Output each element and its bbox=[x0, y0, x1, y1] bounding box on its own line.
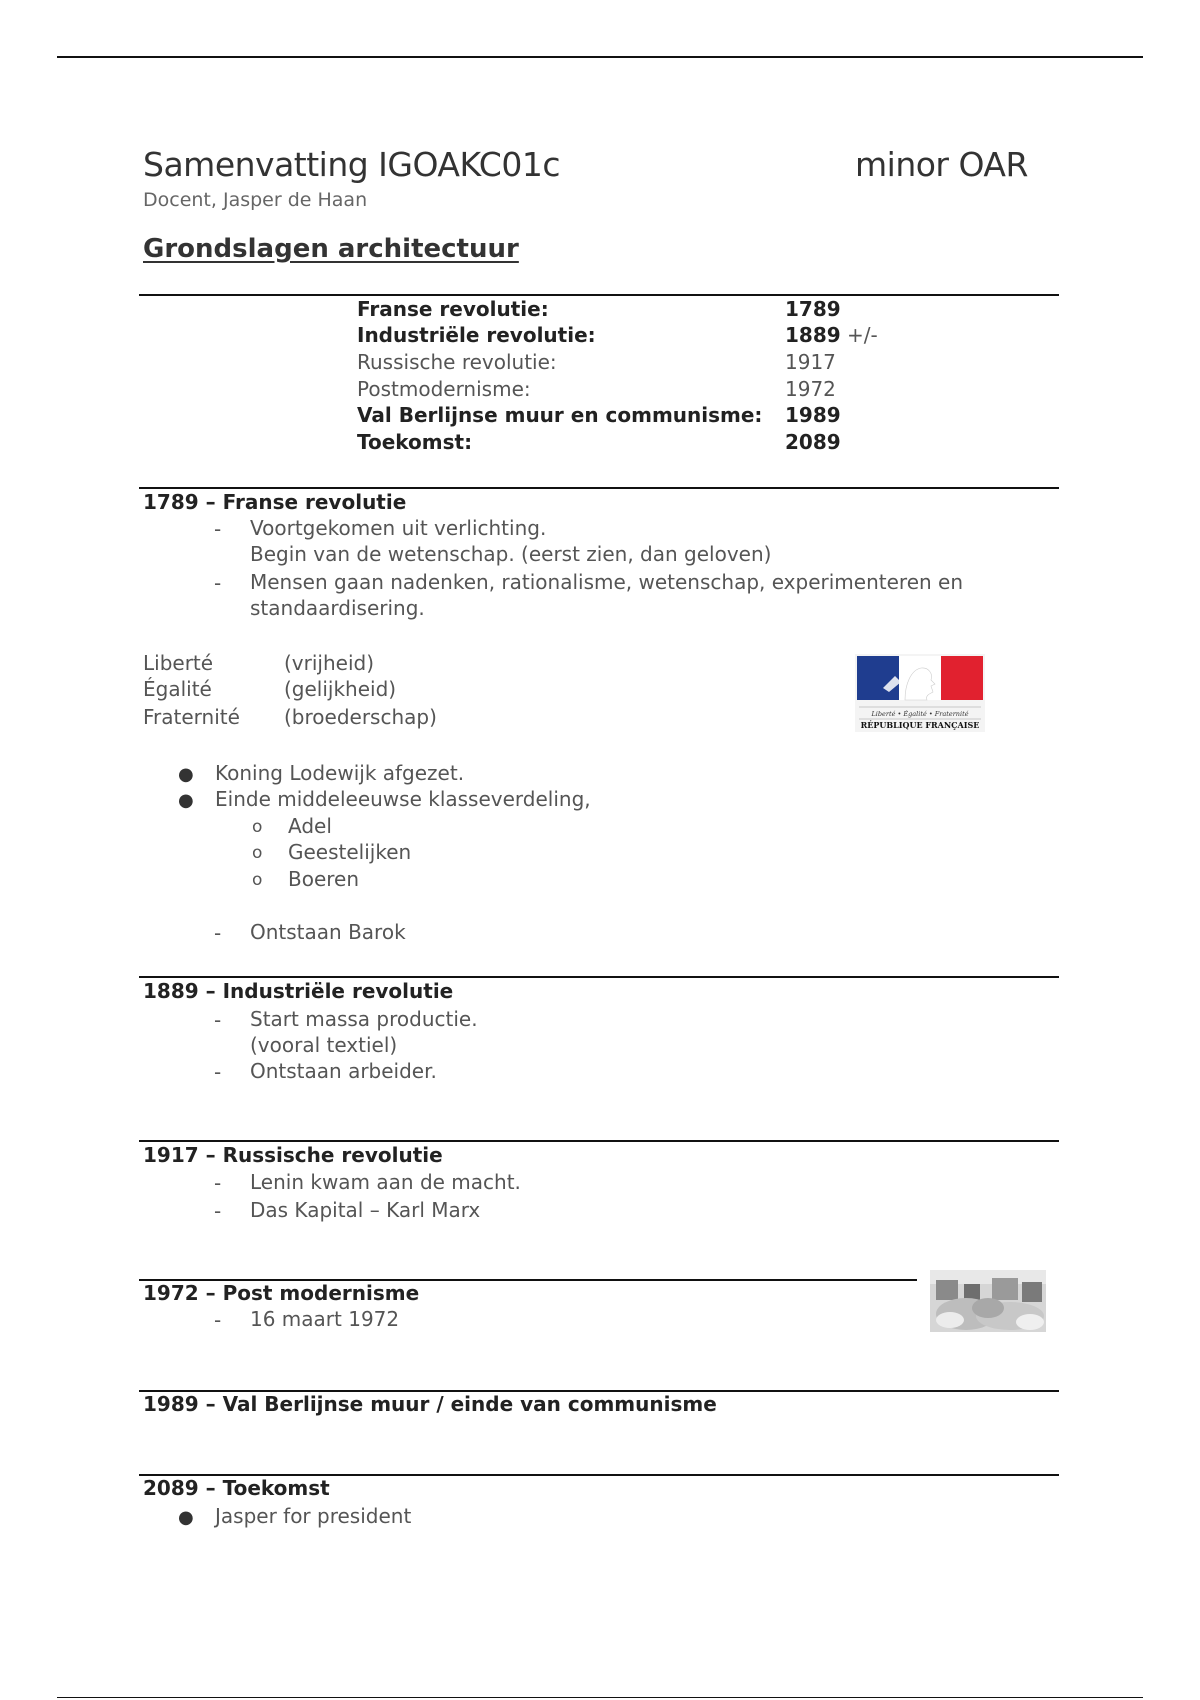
list-item: Jasper for president bbox=[215, 1504, 412, 1528]
timeline-label: Russische revolutie: bbox=[357, 350, 557, 374]
bullet-marker: ● bbox=[178, 1507, 194, 1528]
section-rule-1889 bbox=[139, 976, 1059, 978]
timeline-label: Toekomst: bbox=[357, 430, 473, 454]
timeline-year bbox=[785, 323, 878, 347]
dash-marker: - bbox=[214, 1008, 222, 1032]
section-heading-1789: 1789 – Franse revolutie bbox=[143, 490, 407, 514]
teacher-line: Docent, Jasper de Haan bbox=[143, 189, 368, 211]
year-value: 1789 bbox=[785, 297, 841, 321]
list-item: Ontstaan arbeider. bbox=[250, 1059, 437, 1083]
list-item: Mensen gaan nadenken, rationalisme, wetenschap, experimenteren en bbox=[250, 570, 964, 594]
list-item: Das Kapital – Karl Marx bbox=[250, 1198, 481, 1222]
circle-marker: o bbox=[252, 870, 263, 890]
dash-marker: - bbox=[214, 1308, 222, 1332]
motto-dutch: (broederschap) bbox=[284, 705, 437, 729]
section-heading-2089: 2089 – Toekomst bbox=[143, 1476, 330, 1500]
class-item: Adel bbox=[288, 814, 332, 838]
timeline-row bbox=[357, 430, 917, 457]
table-top-rule bbox=[139, 294, 1059, 296]
timeline-year bbox=[785, 350, 836, 374]
list-item: Lenin kwam aan de macht. bbox=[250, 1170, 521, 1194]
page-bottom-rule bbox=[57, 1697, 1143, 1698]
timeline-label: Postmodernisme: bbox=[357, 377, 531, 401]
motto-dutch: (gelijkheid) bbox=[284, 677, 397, 701]
timeline-year bbox=[785, 297, 841, 321]
timeline-label: Industriële revolutie: bbox=[357, 323, 596, 347]
section-heading-1972: 1972 – Post modernisme bbox=[143, 1281, 420, 1305]
list-item: Start massa productie. bbox=[250, 1007, 478, 1031]
list-item: Koning Lodewijk afgezet. bbox=[215, 761, 465, 785]
bullet-marker: ● bbox=[178, 790, 194, 811]
year-value: 1917 bbox=[785, 350, 836, 374]
motto-french: Liberté bbox=[143, 651, 214, 675]
class-item: Boeren bbox=[288, 867, 360, 891]
dash-marker: - bbox=[214, 517, 222, 541]
flag-red-band bbox=[941, 656, 983, 700]
motto-french: Égalité bbox=[143, 677, 212, 701]
year-value: 1889 bbox=[785, 323, 841, 347]
timeline-year bbox=[785, 377, 836, 401]
section-rule-1789 bbox=[139, 487, 1059, 489]
logo-graphic bbox=[855, 654, 985, 732]
motto-dutch: (vrijheid) bbox=[284, 651, 375, 675]
minor-label: minor OAR bbox=[855, 145, 1028, 184]
timeline-row bbox=[357, 323, 917, 350]
logo-name: RÉPUBLIQUE FRANÇAISE bbox=[860, 720, 980, 730]
list-item-continuation: standaardisering. bbox=[250, 596, 425, 620]
bullet-marker: ● bbox=[178, 764, 194, 785]
page-top-rule bbox=[57, 56, 1143, 58]
dash-marker: - bbox=[214, 1060, 222, 1084]
year-value: 1989 bbox=[785, 403, 841, 427]
timeline-row bbox=[357, 377, 917, 404]
timeline-row bbox=[357, 297, 917, 324]
timeline-label: Val Berlijnse muur en communisme: bbox=[357, 403, 763, 427]
year-value: 1972 bbox=[785, 377, 836, 401]
list-item-continuation: Begin van de wetenschap. (eerst zien, dan geloven) bbox=[250, 542, 772, 566]
timeline-year bbox=[785, 430, 841, 454]
timeline-label: Franse revolutie: bbox=[357, 297, 549, 321]
list-item: Einde middeleeuwse klasseverdeling, bbox=[215, 787, 591, 811]
list-item-continuation: (vooral textiel) bbox=[250, 1033, 398, 1057]
list-item: Ontstaan Barok bbox=[250, 920, 406, 944]
subject-heading: Grondslagen architectuur bbox=[143, 234, 519, 264]
circle-marker: o bbox=[252, 843, 263, 863]
dash-marker: - bbox=[214, 1171, 222, 1195]
dash-marker: - bbox=[214, 921, 222, 945]
year-suffix: +/- bbox=[840, 323, 878, 347]
section-heading-1917: 1917 – Russische revolutie bbox=[143, 1143, 443, 1167]
class-item: Geestelijken bbox=[288, 840, 412, 864]
list-item: 16 maart 1972 bbox=[250, 1307, 400, 1331]
dash-marker: - bbox=[214, 1199, 222, 1223]
section-heading-1889: 1889 – Industriële revolutie bbox=[143, 979, 454, 1003]
logo-motto: Liberté • Égalité • Fraternité bbox=[871, 710, 969, 718]
document-title: Samenvatting IGOAKC01c bbox=[143, 145, 560, 184]
list-item: Voortgekomen uit verlichting. bbox=[250, 516, 547, 540]
photo-graphic bbox=[930, 1270, 1046, 1332]
circle-marker: o bbox=[252, 817, 263, 837]
section-rule-1917 bbox=[139, 1140, 1059, 1142]
flag-blue-band bbox=[857, 656, 899, 700]
timeline-year bbox=[785, 403, 841, 427]
year-value: 2089 bbox=[785, 430, 841, 454]
republique-francaise-logo bbox=[855, 654, 985, 732]
section-heading-1989: 1989 – Val Berlijnse muur / einde van communisme bbox=[143, 1392, 717, 1416]
motto-french: Fraternité bbox=[143, 705, 240, 729]
timeline-row bbox=[357, 403, 917, 430]
dash-marker: - bbox=[214, 571, 222, 595]
pruitt-igoe-photo bbox=[930, 1270, 1046, 1332]
timeline-row bbox=[357, 350, 917, 377]
